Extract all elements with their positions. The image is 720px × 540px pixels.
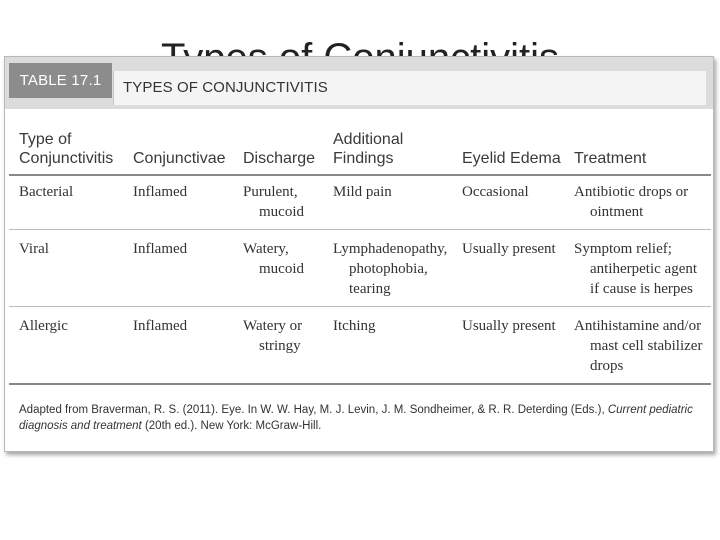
citation-italic-title1: Current pediatric: [607, 404, 693, 416]
header-treatment: Treatment: [574, 150, 647, 167]
header-conjunctivae: Conjunctivae: [133, 150, 226, 167]
row3-treatment-line2: mast cell stabilizer: [590, 338, 703, 354]
source-citation: [19, 402, 699, 434]
row1-edema: Occasional: [462, 184, 529, 200]
footer-rule: [9, 383, 711, 385]
row2-findings: [333, 239, 447, 299]
row3-findings: Itching: [333, 318, 376, 334]
row-divider: [9, 229, 711, 230]
row3-discharge-line1: Watery or: [243, 318, 303, 334]
table-title: TYPES OF CONJUNCTIVITIS: [123, 79, 328, 96]
header-type-line1: Type of: [19, 131, 72, 148]
row1-type: Bacterial: [19, 184, 74, 200]
header-findings-line1: Additional: [333, 131, 404, 148]
row1-discharge-line1: Purulent,: [243, 184, 298, 200]
header-type: [19, 130, 113, 168]
row2-findings-line1: Lymphadenopathy,: [333, 241, 448, 257]
row2-findings-line3: tearing: [349, 281, 391, 297]
row2-treatment-line2: antiherpetic agent: [590, 261, 698, 277]
table-label: TABLE 17.1: [9, 63, 112, 98]
row2-edema: Usually present: [462, 241, 556, 257]
header-rule: [9, 174, 711, 176]
header-findings-line2: Findings: [333, 150, 394, 167]
row3-conjunctivae: Inflamed: [133, 318, 188, 334]
row1-conjunctivae: Inflamed: [133, 184, 188, 200]
header-type-line2: Conjunctivitis: [19, 150, 114, 167]
row3-treatment-line1: Antihistamine and/or: [574, 318, 702, 334]
row2-discharge-line2: mucoid: [259, 261, 304, 277]
citation-italic-title2: diagnosis and treatment: [19, 420, 142, 432]
row2-treatment: [574, 239, 697, 299]
row1-discharge-line2: mucoid: [259, 204, 304, 220]
row1-treatment-line1: Antibiotic drops or: [574, 184, 689, 200]
row1-treatment: [574, 182, 688, 222]
citation-text-end: (20th ed.). New York: McGraw-Hill.: [141, 420, 322, 432]
table-header-bar: [5, 57, 713, 109]
header-eyelid-edema: Eyelid Edema: [462, 150, 561, 167]
table-panel: [4, 56, 714, 452]
citation-text: Adapted from Braverman, R. S. (2011). Eye. In W. W. Hay, M. J. Levin, J. M. Sondheimer, & R. R. Deterding (Eds.),: [19, 404, 608, 416]
row2-discharge-line1: Watery,: [243, 241, 289, 257]
table-title-box: [113, 71, 706, 105]
row2-discharge: [243, 239, 304, 279]
header-discharge: Discharge: [243, 150, 316, 167]
header-findings: [333, 130, 403, 168]
row1-discharge: [243, 182, 304, 222]
row2-findings-line2: photophobia,: [349, 261, 428, 277]
row3-discharge: [243, 316, 302, 356]
row3-type: Allergic: [19, 318, 68, 334]
row3-edema: Usually present: [462, 318, 556, 334]
row2-treatment-line1: Symptom relief;: [574, 241, 672, 257]
row1-findings: Mild pain: [333, 184, 392, 200]
row-divider: [9, 306, 711, 307]
row2-conjunctivae: Inflamed: [133, 241, 188, 257]
row3-treatment: [574, 316, 702, 376]
row1-treatment-line2: ointment: [590, 204, 644, 220]
row2-treatment-line3: if cause is herpes: [590, 281, 693, 297]
row3-discharge-line2: stringy: [259, 338, 301, 354]
row2-type: Viral: [19, 241, 49, 257]
row3-treatment-line3: drops: [590, 358, 624, 374]
